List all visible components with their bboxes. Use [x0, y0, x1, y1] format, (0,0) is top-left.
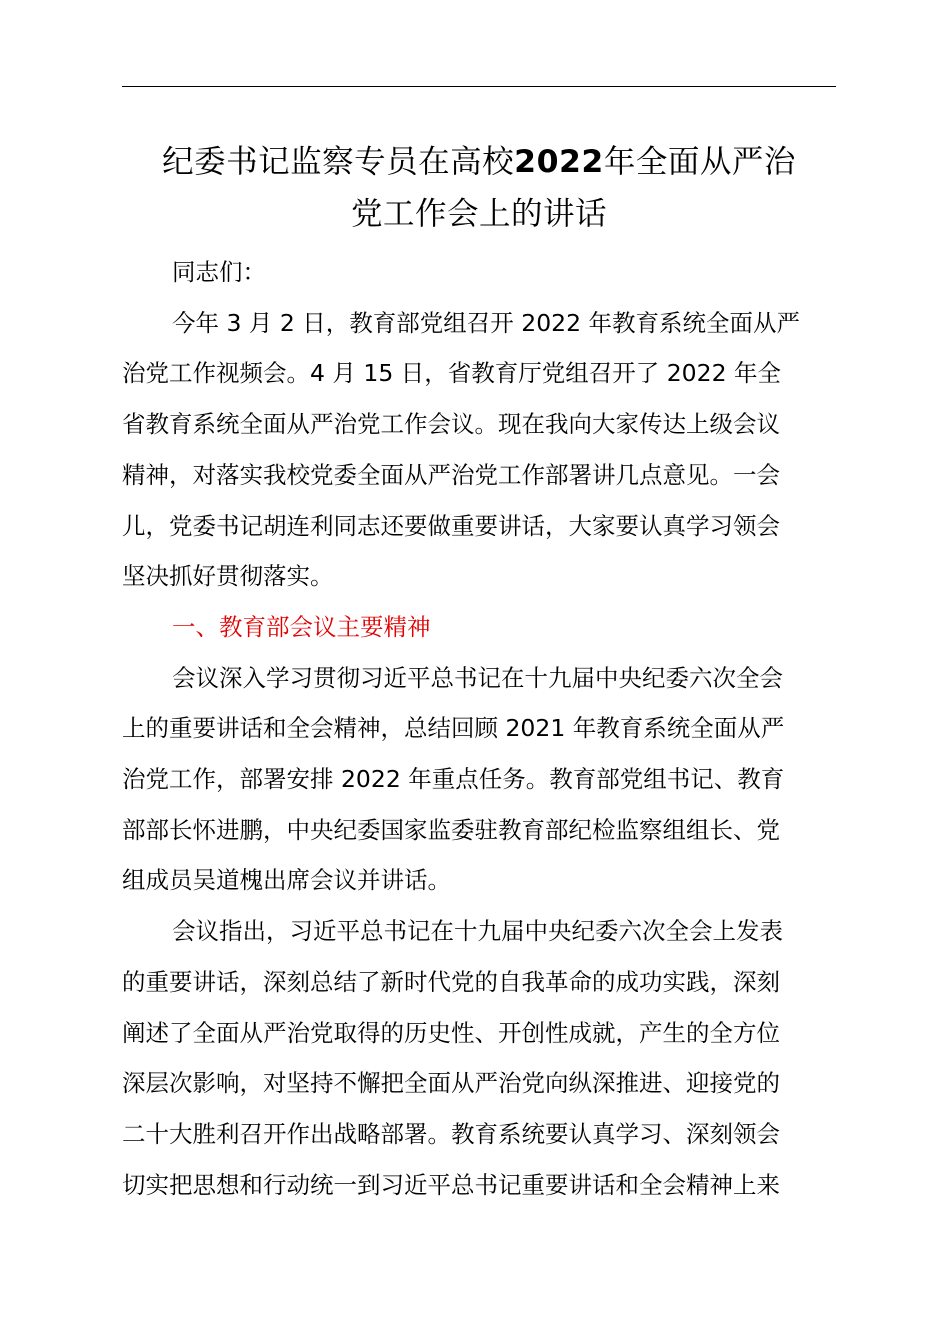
title-line-1 — [118, 136, 840, 188]
paragraph-1 — [122, 298, 838, 602]
paragraph-line: 二十大胜利召开作出战略部署。教育系统要认真学习、深刻领会 — [122, 1119, 780, 1148]
title-line-2: 党工作会上的讲话 — [350, 196, 607, 232]
paragraph-line: 坚决抓好贯彻落实。 — [122, 562, 334, 591]
document-body — [122, 247, 838, 1210]
paragraph-line: 精神，对落实我校党委全面从严治党工作部署讲几点意见。一会 — [122, 460, 780, 489]
title-text-b: 年全面从严治 — [603, 144, 796, 180]
greeting: 同志们： — [172, 258, 266, 286]
paragraph-line: 会议深入学习贯彻习近平总书记在十九届中央纪委六次全会 — [172, 663, 783, 692]
paragraph-line: 切实把思想和行动统一到习近平总书记重要讲话和全会精神上来 — [122, 1170, 780, 1199]
paragraph-line: 的重要讲话，深刻总结了新时代党的自我革命的成功实践，深刻 — [122, 967, 780, 996]
paragraph-line: 会议指出，习近平总书记在十九届中央纪委六次全会上发表 — [172, 917, 783, 946]
paragraph-3 — [122, 906, 838, 1210]
paragraph-line: 组成员吴道槐出席会议并讲话。 — [122, 866, 451, 895]
paragraph-line: 治党工作，部署安排 2022 年重点任务。教育部党组书记、教育 — [122, 765, 785, 794]
paragraph-line: 治党工作视频会。4 月 15 日，省教育厅党组召开了 2022 年全 — [122, 359, 782, 388]
paragraph-line: 部部长怀进鹏，中央纪委国家监委驻教育部纪检监察组组长、党 — [122, 815, 780, 844]
title-year: 2022 — [514, 144, 604, 180]
paragraph-2 — [122, 653, 838, 907]
paragraph-line: 深层次影响，对坚持不懈把全面从严治党向纵深推进、迎接党的 — [122, 1069, 780, 1098]
paragraph-line: 儿，党委书记胡连利同志还要做重要讲话，大家要认真学习领会 — [122, 511, 780, 540]
header-rule — [122, 86, 836, 87]
paragraph-line: 省教育系统全面从严治党工作会议。现在我向大家传达上级会议 — [122, 410, 780, 439]
title-text-a: 纪委书记监察专员在高校 — [162, 144, 515, 180]
document-title — [118, 136, 840, 240]
paragraph-line: 今年 3 月 2 日，教育部党组召开 2022 年教育系统全面从严 — [172, 308, 801, 337]
paragraph-line: 阐述了全面从严治党取得的历史性、开创性成就，产生的全方位 — [122, 1018, 780, 1047]
paragraph-line: 上的重要讲话和全会精神，总结回顾 2021 年教育系统全面从严 — [122, 714, 785, 743]
section-heading: 一、教育部会议主要精神 — [172, 612, 431, 641]
